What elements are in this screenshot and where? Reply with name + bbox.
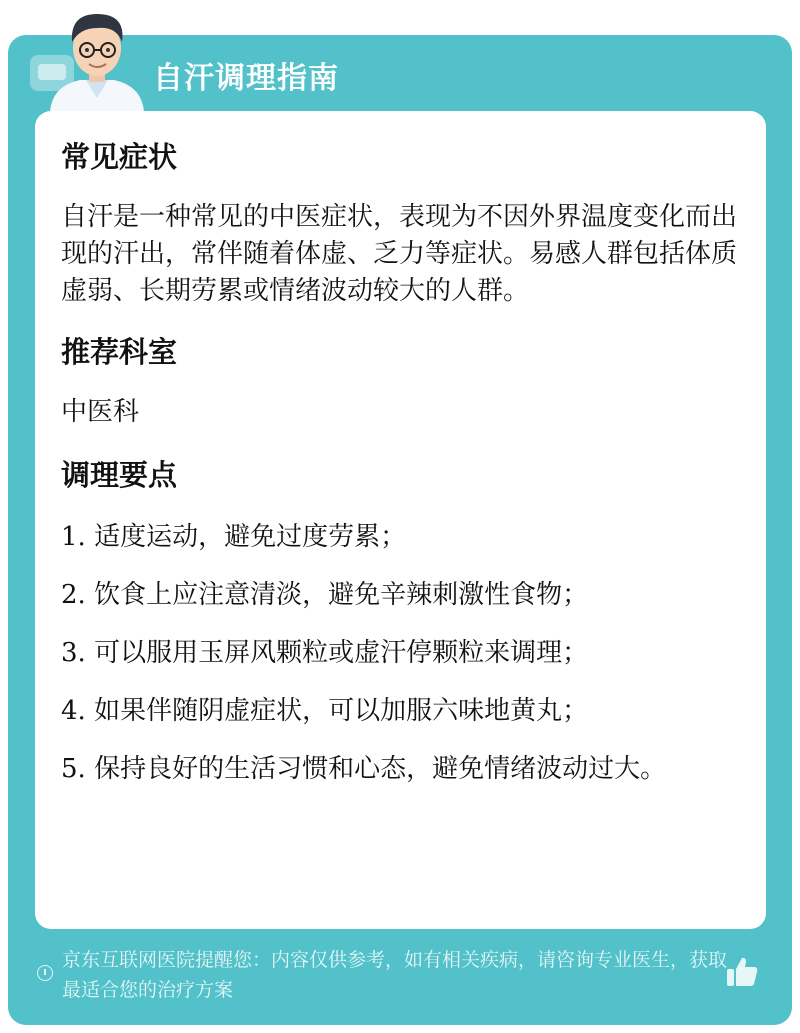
content-card — [35, 111, 766, 929]
disclaimer-text: 京东互联网医院提醒您：内容仅供参考，如有相关疾病，请咨询专业医生，获取最适合您的治疗方案 — [62, 949, 728, 1001]
list-item: 4. 如果伴随阴虚症状，可以加服六味地黄丸； — [61, 696, 589, 726]
care-points-list — [61, 519, 741, 788]
doctor-avatar — [42, 8, 152, 112]
list-item: 5. 保持良好的生活习惯和心态，避免情绪波动过大。 — [61, 754, 667, 784]
list-item: 1. 适度运动，避免过度劳累； — [61, 522, 407, 552]
list-item: 3. 可以服用玉屏风颗粒或虚汗停颗粒来调理； — [61, 638, 589, 668]
thumbs-up-icon[interactable] — [724, 954, 760, 990]
info-circle-icon — [37, 965, 53, 981]
symptoms-text: 自汗是一种常见的中医症状，表现为不因外界温度变化而出现的汗出，常伴随着体虚、乏力等症状。易感人群包括体质虚弱、长期劳累或情绪波动较大的人群。 — [61, 202, 738, 306]
section-heading-department: 推荐科室 — [61, 335, 178, 369]
section-heading-symptoms: 常见症状 — [61, 140, 178, 174]
department-text: 中医科 — [61, 397, 140, 427]
page-title: 自汗调理指南 — [153, 61, 339, 96]
section-heading-care-points: 调理要点 — [61, 458, 178, 492]
list-item: 2. 饮食上应注意清淡，避免辛辣刺激性食物； — [61, 580, 589, 610]
